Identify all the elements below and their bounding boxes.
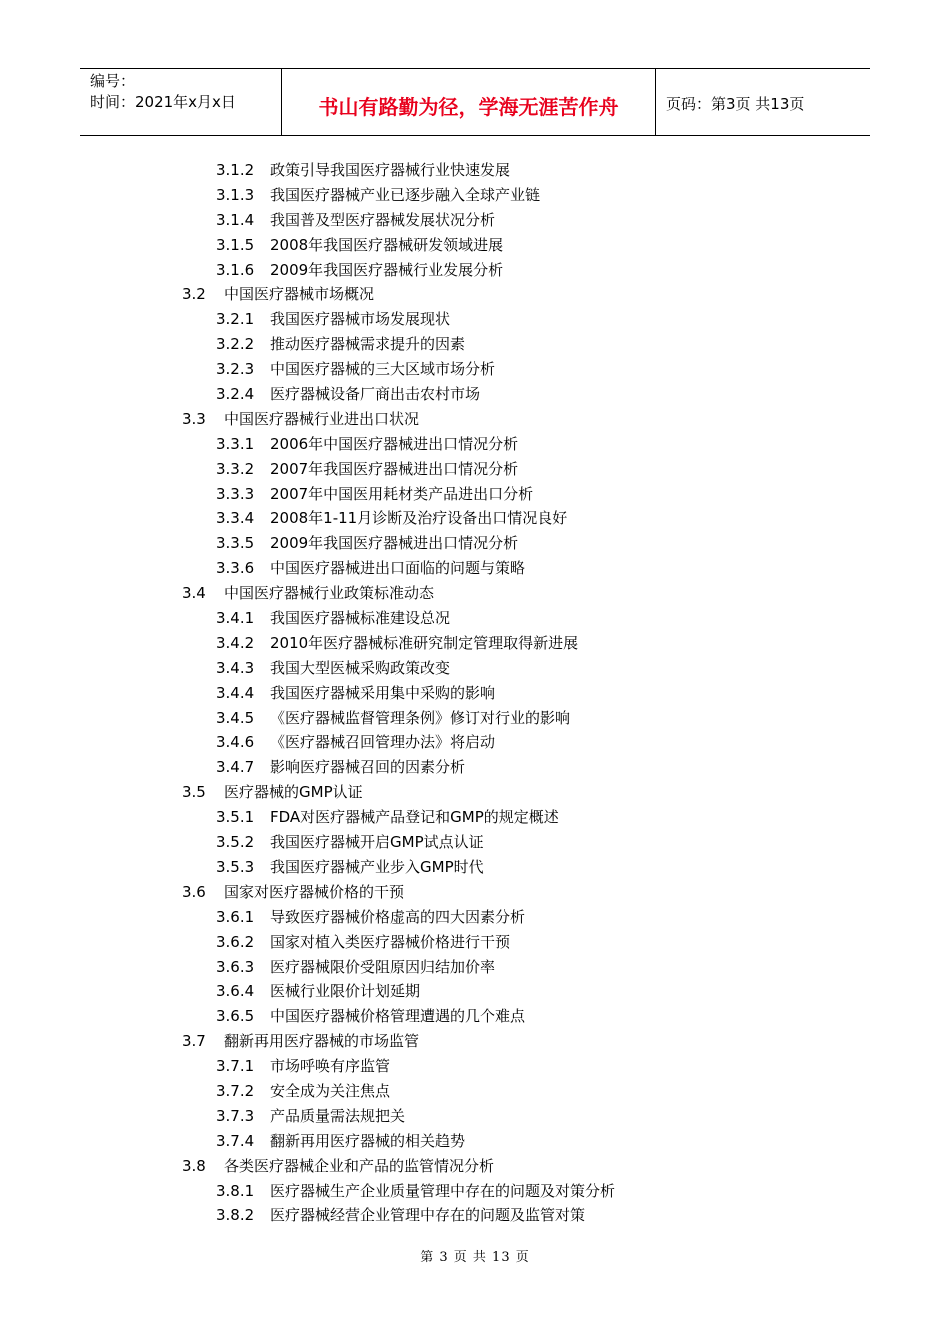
toc-entry-title: 产品质量需法规把关 (270, 1106, 406, 1125)
toc-subsection-entry[interactable] (0, 531, 950, 556)
toc-subsection-entry[interactable] (0, 730, 950, 755)
toc-subsection-entry[interactable] (0, 1203, 950, 1228)
toc-entry-title: 我国医疗器械市场发展现状 (270, 310, 451, 329)
toc-entry-title: 医疗器械经营企业管理中存在的问题及监管对策 (270, 1206, 586, 1225)
header-motto-cell (282, 69, 656, 135)
toc-subsection-entry[interactable] (0, 1129, 950, 1154)
toc-entry-number: 3.6.4 (216, 982, 255, 1001)
toc-entry-number: 3.3.2 (216, 459, 255, 478)
toc-subsection-entry[interactable] (0, 631, 950, 656)
toc-entry-number: 3.4.7 (216, 758, 255, 777)
toc-subsection-entry[interactable] (0, 258, 950, 283)
toc-section-entry[interactable] (0, 407, 950, 432)
toc-subsection-entry[interactable] (0, 706, 950, 731)
toc-entry-number: 3.4 (182, 584, 206, 603)
document-date-label: 时间：2021年x月x日 (90, 93, 236, 111)
toc-entry-title: 我国医疗器械产业已逐步融入全球产业链 (270, 185, 541, 204)
toc-entry-number: 3.4.4 (216, 683, 255, 702)
toc-subsection-entry[interactable] (0, 357, 950, 382)
toc-entry-number: 3.6.3 (216, 957, 255, 976)
toc-entry-number: 3.2.2 (216, 335, 255, 354)
toc-entry-title: 2006年中国医疗器械进出口情况分析 (270, 434, 519, 453)
toc-section-entry[interactable] (0, 1029, 950, 1054)
toc-subsection-entry[interactable] (0, 482, 950, 507)
toc-subsection-entry[interactable] (0, 905, 950, 930)
toc-entry-title: 我国医疗器械产业步入GMP时代 (270, 857, 484, 876)
toc-entry-number: 3.4.2 (216, 633, 255, 652)
toc-entry-number: 3.5.3 (216, 857, 255, 876)
toc-subsection-entry[interactable] (0, 830, 950, 855)
toc-section-entry[interactable] (0, 880, 950, 905)
toc-subsection-entry[interactable] (0, 1079, 950, 1104)
toc-entry-number: 3.4.3 (216, 658, 255, 677)
toc-subsection-entry[interactable] (0, 233, 950, 258)
header-motto: 书山有路勤为径，学海无涯苦作舟 (318, 95, 619, 119)
toc-entry-number: 3.1.6 (216, 260, 255, 279)
toc-entry-title: 翻新再用医疗器械的相关趋势 (270, 1131, 466, 1150)
toc-entry-number: 3.2.4 (216, 385, 255, 404)
toc-entry-title: 我国普及型医疗器械发展状况分析 (270, 210, 496, 229)
toc-entry-number: 3.5 (182, 783, 206, 802)
toc-subsection-entry[interactable] (0, 1179, 950, 1204)
toc-entry-number: 3.1.5 (216, 235, 255, 254)
toc-subsection-entry[interactable] (0, 656, 950, 681)
toc-entry-title: 《医疗器械召回管理办法》将启动 (270, 733, 496, 752)
toc-entry-title: 中国医疗器械进出口面临的问题与策略 (270, 559, 526, 578)
toc-entry-title: 各类医疗器械企业和产品的监管情况分析 (224, 1156, 495, 1175)
toc-entry-title: FDA对医疗器械产品登记和GMP的规定概述 (270, 808, 559, 827)
toc-entry-title: 中国医疗器械市场概况 (224, 285, 375, 304)
toc-entry-title: 导致医疗器械价格虚高的四大因素分析 (270, 907, 526, 926)
toc-entry-number: 3.1.2 (216, 161, 255, 179)
toc-subsection-entry[interactable] (0, 332, 950, 357)
toc-entry-number: 3.7.1 (216, 1057, 255, 1076)
toc-entry-title: 中国医疗器械行业政策标准动态 (224, 584, 435, 603)
toc-entry-title: 医疗器械的GMP认证 (224, 783, 363, 802)
toc-entry-number: 3.3 (182, 409, 206, 428)
toc-subsection-entry[interactable] (0, 1004, 950, 1029)
toc-subsection-entry[interactable] (0, 457, 950, 482)
toc-entry-title: 2007年我国医疗器械进出口情况分析 (270, 459, 519, 478)
toc-entry-title: 医械行业限价计划延期 (270, 982, 421, 1001)
toc-entry-title: 政策引导我国医疗器械行业快速发展 (270, 161, 511, 179)
toc-subsection-entry[interactable] (0, 805, 950, 830)
toc-entry-title: 我国医疗器械采用集中采购的影响 (270, 683, 496, 702)
toc-subsection-entry[interactable] (0, 506, 950, 531)
toc-entry-number: 3.3.4 (216, 509, 255, 528)
toc-subsection-entry[interactable] (0, 1104, 950, 1129)
toc-subsection-entry[interactable] (0, 382, 950, 407)
header-page-info: 页码：第3页 共13页 (666, 95, 805, 113)
header-page-cell (656, 69, 870, 135)
toc-subsection-entry[interactable] (0, 432, 950, 457)
toc-section-entry[interactable] (0, 1154, 950, 1179)
toc-entry-title: 市场呼唤有序监管 (270, 1057, 391, 1076)
toc-subsection-entry[interactable] (0, 955, 950, 980)
toc-subsection-entry[interactable] (0, 183, 950, 208)
toc-entry-number: 3.3.1 (216, 434, 255, 453)
header-meta-cell (80, 69, 282, 135)
toc-entry-number: 3.5.1 (216, 808, 255, 827)
toc-subsection-entry[interactable] (0, 979, 950, 1004)
toc-entry-title: 医疗器械设备厂商出击农村市场 (270, 385, 481, 404)
toc-entry-title: 《医疗器械监督管理条例》修订对行业的影响 (270, 708, 571, 727)
toc-subsection-entry[interactable] (0, 855, 950, 880)
toc-entry-title: 医疗器械限价受阻原因归结加价率 (270, 957, 496, 976)
toc-entry-title: 2009年我国医疗器械进出口情况分析 (270, 534, 519, 553)
document-number-label: 编号： (90, 72, 136, 90)
toc-entry-number: 3.7.2 (216, 1081, 255, 1100)
toc-entry-title: 翻新再用医疗器械的市场监管 (224, 1032, 420, 1051)
page-header (80, 68, 870, 136)
toc-entry-title: 中国医疗器械价格管理遭遇的几个难点 (270, 1007, 526, 1026)
toc-entry-number: 3.8.1 (216, 1181, 255, 1200)
toc-entry-title: 安全成为关注焦点 (270, 1081, 391, 1100)
toc-entry-title: 中国医疗器械行业进出口状况 (224, 409, 420, 428)
toc-entry-number: 3.5.2 (216, 833, 255, 852)
toc-entry-number: 3.6 (182, 882, 206, 901)
toc-entry-number: 3.1.3 (216, 185, 255, 204)
toc-subsection-entry[interactable] (0, 208, 950, 233)
toc-entry-title: 我国医疗器械开启GMP试点认证 (270, 833, 484, 852)
toc-subsection-entry[interactable] (0, 1054, 950, 1079)
toc-entry-title: 2008年我国医疗器械研发领域进展 (270, 235, 504, 254)
toc-subsection-entry[interactable] (0, 556, 950, 581)
toc-entry-title: 影响医疗器械召回的因素分析 (270, 758, 466, 777)
table-of-contents (0, 158, 950, 1228)
toc-entry-title: 2007年中国医用耗材类产品进出口分析 (270, 484, 534, 503)
toc-subsection-entry[interactable] (0, 755, 950, 780)
toc-entry-number: 3.7.4 (216, 1131, 255, 1150)
toc-entry-number: 3.6.5 (216, 1007, 255, 1026)
toc-entry-number: 3.2 (182, 285, 206, 304)
toc-entry-number: 3.4.5 (216, 708, 255, 727)
toc-entry-title: 医疗器械生产企业质量管理中存在的问题及对策分析 (270, 1181, 616, 1200)
toc-entry-title: 推动医疗器械需求提升的因素 (270, 335, 466, 354)
toc-subsection-entry[interactable] (0, 307, 950, 332)
toc-entry-number: 3.3.3 (216, 484, 255, 503)
toc-entry-title: 国家对植入类医疗器械价格进行干预 (270, 932, 511, 951)
toc-section-entry[interactable] (0, 581, 950, 606)
toc-entry-number: 3.4.1 (216, 609, 255, 628)
toc-entry-number: 3.2.1 (216, 310, 255, 329)
toc-entry-number: 3.4.6 (216, 733, 255, 752)
toc-entry-number: 3.3.6 (216, 559, 255, 578)
toc-entry-number: 3.3.5 (216, 534, 255, 553)
toc-subsection-entry[interactable] (0, 930, 950, 955)
toc-subsection-entry[interactable] (0, 158, 950, 183)
toc-entry-number: 3.8 (182, 1156, 206, 1175)
toc-entry-number: 3.6.2 (216, 932, 255, 951)
toc-section-entry[interactable] (0, 282, 950, 307)
toc-entry-number: 3.6.1 (216, 907, 255, 926)
toc-section-entry[interactable] (0, 780, 950, 805)
toc-entry-title: 中国医疗器械的三大区域市场分析 (270, 360, 496, 379)
page-footer: 第 3 页 共 13 页 (420, 1250, 530, 1265)
toc-entry-number: 3.7.3 (216, 1106, 255, 1125)
toc-subsection-entry[interactable] (0, 606, 950, 631)
toc-entry-number: 3.2.3 (216, 360, 255, 379)
toc-entry-title: 国家对医疗器械价格的干预 (224, 882, 405, 901)
toc-subsection-entry[interactable] (0, 681, 950, 706)
toc-entry-title: 我国医疗器械标准建设总况 (270, 609, 451, 628)
toc-entry-number: 3.7 (182, 1032, 206, 1051)
toc-entry-number: 3.1.4 (216, 210, 255, 229)
toc-entry-title: 2010年医疗器械标准研究制定管理取得新进展 (270, 633, 579, 652)
toc-entry-number: 3.8.2 (216, 1206, 255, 1225)
toc-entry-title: 我国大型医械采购政策改变 (270, 658, 451, 677)
toc-entry-title: 2008年1-11月诊断及治疗设备出口情况良好 (270, 509, 568, 528)
toc-entry-title: 2009年我国医疗器械行业发展分析 (270, 260, 504, 279)
